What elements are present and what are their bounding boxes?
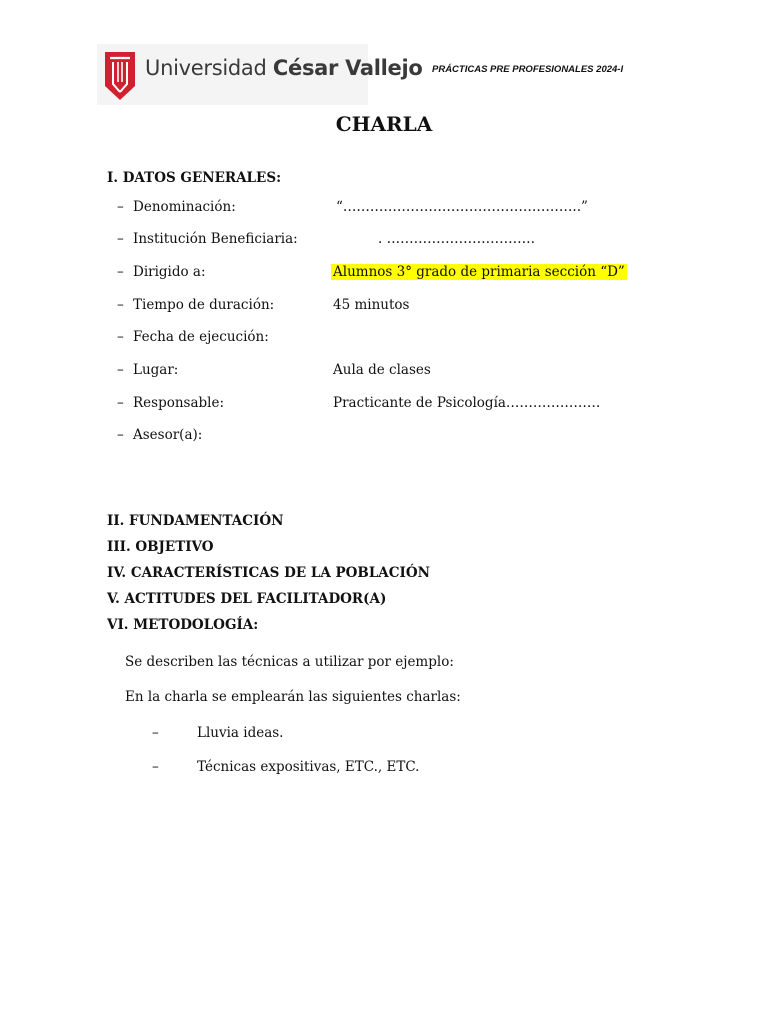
- list-dash: –: [117, 329, 124, 345]
- section-datos-generales: I. DATOS GENERALES:: [107, 170, 282, 186]
- university-logo: [97, 44, 423, 105]
- list-item-text: Técnicas expositivas, ETC., ETC.: [197, 759, 420, 775]
- highlighted-text: Alumnos 3° grado de primaria sección “D”: [333, 264, 625, 280]
- list-dash: –: [117, 231, 124, 247]
- list-dash: –: [152, 759, 159, 775]
- field-value-lugar: Aula de clases: [333, 362, 431, 378]
- list-dash: –: [117, 199, 124, 215]
- field-value-responsable: Practicante de Psicología…………………: [333, 395, 601, 411]
- section-fundamentacion: II. FUNDAMENTACIÓN: [107, 513, 284, 529]
- university-shield-icon: [105, 52, 135, 100]
- field-label: Denominación:: [133, 199, 236, 215]
- list-dash: –: [117, 362, 124, 378]
- field-label: Dirigido a:: [133, 264, 206, 280]
- section-metodologia: VI. METODOLOGÍA:: [107, 617, 259, 633]
- field-label: Responsable:: [133, 395, 225, 411]
- field-value-tiempo: 45 minutos: [333, 297, 410, 313]
- header-note: PRÁCTICAS PRE PROFESIONALES 2024-I: [432, 64, 624, 75]
- field-value-dirigido: [331, 264, 627, 280]
- section-actitudes: V. ACTITUDES DEL FACILITADOR(A): [107, 591, 387, 607]
- list-item-text: Lluvia ideas.: [197, 725, 284, 741]
- field-label: Lugar:: [133, 362, 179, 378]
- field-label: Institución Beneficiaria:: [133, 231, 298, 247]
- field-label: Fecha de ejecución:: [133, 329, 269, 345]
- field-value-institucion: . ……………………………: [378, 231, 536, 247]
- list-dash: –: [117, 264, 124, 280]
- document-title: CHARLA: [335, 112, 433, 136]
- list-dash: –: [117, 427, 124, 443]
- list-dash: –: [152, 725, 159, 741]
- field-label: Tiempo de duración:: [133, 297, 275, 313]
- section-caracteristicas: IV. CARACTERÍSTICAS DE LA POBLACIÓN: [107, 565, 430, 581]
- field-label: Asesor(a):: [133, 427, 203, 443]
- metodologia-line2: En la charla se emplearán las siguientes charlas:: [125, 689, 461, 705]
- metodologia-intro: Se describen las técnicas a utilizar por ejemplo:: [125, 654, 454, 670]
- field-value-denominacion: “……………………………………………..”: [336, 199, 588, 215]
- section-objetivo: III. OBJETIVO: [107, 539, 214, 555]
- list-dash: –: [117, 297, 124, 313]
- list-dash: –: [117, 395, 124, 411]
- university-name: Universidad César Vallejo: [145, 56, 423, 80]
